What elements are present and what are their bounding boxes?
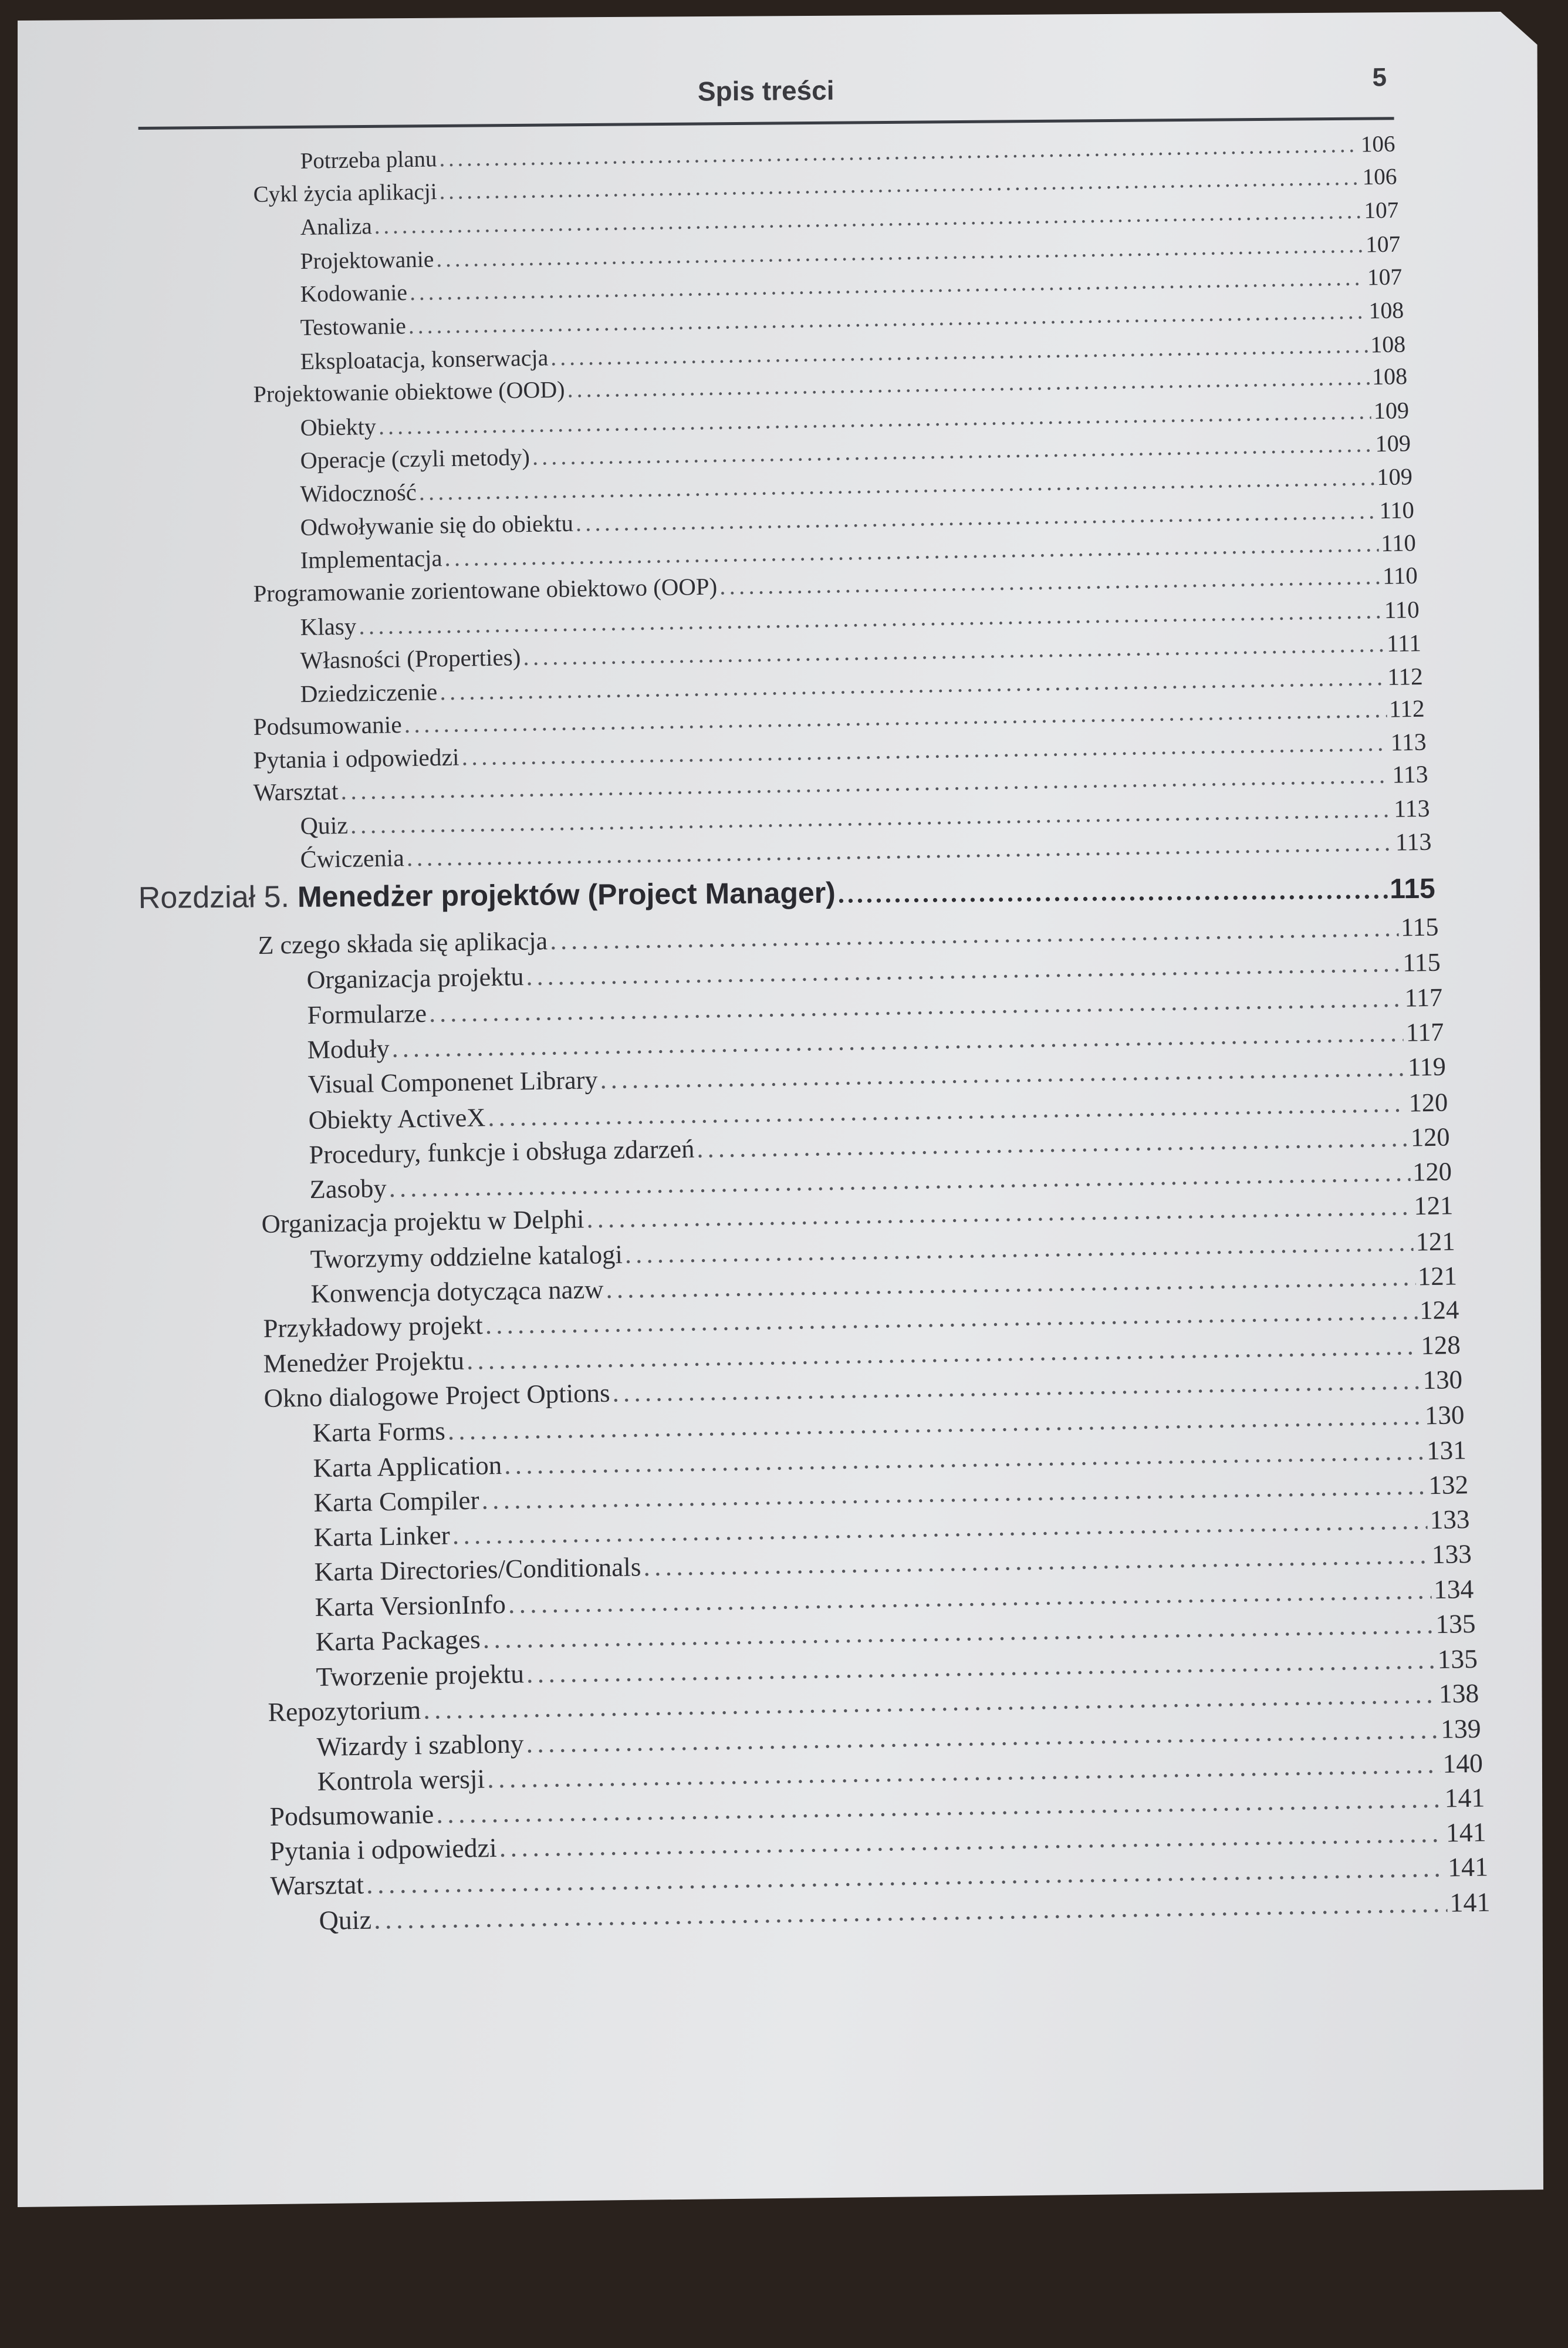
toc-entry-page: 138 — [1438, 1678, 1479, 1709]
chapter-page-number: 115 — [1390, 873, 1435, 905]
toc-entry-title: Eksploatacja, konserwacja — [300, 343, 549, 375]
toc-entry-title: Dziedziczenie — [300, 677, 438, 707]
toc-entry-page: 113 — [1395, 828, 1432, 856]
toc-entry-page: 107 — [1367, 264, 1403, 291]
header-page-number: 5 — [1372, 63, 1387, 92]
toc-entry-title: Analiza — [300, 214, 373, 241]
toc-entry-page: 120 — [1412, 1156, 1452, 1187]
chapter-title: Menedżer projektów (Project Manager) — [297, 876, 836, 913]
header-title: Spis treści — [697, 75, 834, 107]
toc-entry-page: 107 — [1364, 197, 1399, 224]
toc-entry-page: 131 — [1426, 1435, 1466, 1465]
toc-entry-page: 115 — [1400, 912, 1439, 942]
toc-entry-title: Kodowanie — [300, 279, 408, 308]
toc-entry-page: 106 — [1362, 163, 1397, 190]
toc-entry-page: 106 — [1360, 131, 1395, 157]
toc-entry-page: 120 — [1410, 1122, 1450, 1152]
toc-entry-title: Konwencja dotycząca nazw — [310, 1274, 604, 1309]
dot-leader — [575, 497, 1377, 537]
toc-entry-page: 109 — [1373, 397, 1410, 424]
toc-entry-title: Warsztat — [253, 778, 339, 807]
toc-entry-title: Własności (Properties) — [300, 643, 521, 674]
toc-entry-title: Tworzymy oddzielne katalogi — [310, 1239, 623, 1274]
toc-entry-page: 133 — [1431, 1539, 1472, 1570]
toc-entry-page: 133 — [1430, 1504, 1471, 1535]
toc-entry-page: 107 — [1365, 231, 1401, 258]
toc-entry-page: 112 — [1388, 694, 1425, 723]
toc-entry-page: 124 — [1419, 1295, 1459, 1325]
toc-entry-page: 141 — [1444, 1782, 1485, 1813]
toc-entry-page: 109 — [1376, 463, 1413, 491]
toc-entry-page: 139 — [1440, 1713, 1482, 1744]
toc-entry-page: 117 — [1405, 1017, 1445, 1047]
toc-entry-page: 134 — [1433, 1574, 1474, 1604]
dot-leader — [838, 875, 1388, 909]
toc-entry-page: 110 — [1384, 596, 1420, 624]
toc-entry-title: Karta Compiler — [313, 1485, 479, 1517]
toc-entry-title: Quiz — [319, 1904, 372, 1936]
toc-entry-page: 113 — [1390, 728, 1427, 756]
toc-entry-page: 110 — [1380, 529, 1417, 557]
toc-entry-title: Ćwiczenia — [300, 844, 405, 873]
toc-entry-title: Pytania i odpowiedzi — [269, 1832, 498, 1866]
toc-entry-page: 130 — [1424, 1400, 1465, 1431]
dot-leader — [600, 1052, 1405, 1095]
toc-entry-title: Cykl życia aplikacji — [253, 178, 437, 207]
toc-entry-title: Przykładowy projekt — [262, 1310, 483, 1344]
toc-entry-page: 117 — [1404, 983, 1443, 1013]
toc-entry-title: Menedżer Projektu — [263, 1345, 465, 1378]
toc-entry-title: Potrzeba planu — [300, 146, 437, 174]
toc-entry-page: 141 — [1445, 1817, 1487, 1848]
toc-entry-page: 108 — [1368, 297, 1404, 324]
toc-entry-page: 115 — [1402, 947, 1441, 977]
toc-entry-page: 135 — [1435, 1608, 1476, 1639]
dot-leader — [719, 562, 1381, 601]
toc-entry-page: 111 — [1386, 629, 1422, 657]
toc-entry-title: Organizacja projektu w Delphi — [261, 1204, 585, 1239]
dot-leader — [697, 1122, 1408, 1163]
toc-entry-title: Okno dialogowe Project Options — [263, 1378, 611, 1413]
toc-entry-page: 132 — [1428, 1469, 1469, 1500]
toc-entry-title: Quiz — [300, 812, 349, 841]
toc-entry-title: Organizacja projektu — [306, 962, 524, 995]
toc-entry-title: Visual Componenet Library — [307, 1065, 599, 1099]
toc-entry-page: 141 — [1447, 1851, 1489, 1883]
toc-entry-title: Karta Packages — [315, 1624, 481, 1657]
toc-entry-title: Moduły — [307, 1034, 390, 1064]
toc-entry-title: Karta Forms — [312, 1416, 446, 1448]
toc-entry-title: Karta VersionInfo — [315, 1589, 506, 1622]
toc-entry-page: 135 — [1437, 1644, 1478, 1675]
chapter-number: Rozdział 5. — [138, 879, 290, 915]
toc-entry-title: Podsumowanie — [253, 711, 402, 741]
toc-entry-page: 121 — [1414, 1190, 1454, 1221]
toc-entry-title: Tworzenie projektu — [315, 1658, 524, 1692]
toc-entry-title: Implementacja — [300, 545, 442, 574]
toc-entry-page: 128 — [1421, 1330, 1461, 1360]
toc-entry-title: Wizardy i szablony — [316, 1728, 524, 1762]
toc-entry-title: Repozytorium — [268, 1694, 421, 1727]
toc-entry-title: Podsumowanie — [269, 1799, 434, 1831]
toc-entry-title: Klasy — [300, 612, 357, 641]
toc-entry-page: 140 — [1442, 1747, 1483, 1779]
toc-entry-title: Kontrola wersji — [317, 1763, 485, 1797]
toc-entry-title: Projektowanie — [300, 246, 434, 274]
toc-entry-page: 130 — [1422, 1364, 1463, 1395]
toc-entry-title: Programowanie zorientowane obiektowo (OOP) — [253, 573, 718, 607]
toc-entry-page: 110 — [1379, 496, 1415, 524]
toc-entry-page: 108 — [1370, 330, 1406, 357]
toc-entry-page: 121 — [1417, 1261, 1458, 1291]
toc-entry-title: Pytania i odpowiedzi — [253, 743, 459, 774]
toc-entry-page: 119 — [1407, 1052, 1447, 1082]
toc-entry-title: Odwoływanie się do obiektu — [300, 510, 574, 541]
toc-entry-title: Zasoby — [309, 1173, 387, 1205]
toc-entry-page: 141 — [1449, 1887, 1491, 1918]
toc-entry-title: Karta Application — [312, 1450, 502, 1483]
toc-entry-page: 121 — [1415, 1226, 1456, 1257]
toc-entry-page: 109 — [1375, 430, 1411, 457]
toc-entry-title: Widoczność — [300, 478, 417, 508]
toc-entry-page: 113 — [1392, 761, 1428, 789]
toc-entry-title: Warsztat — [270, 1869, 364, 1901]
toc-entry-page: 113 — [1393, 795, 1430, 823]
toc-entry-title: Operacje (czyli metody) — [300, 444, 530, 474]
toc-entry-page: 120 — [1408, 1087, 1448, 1118]
toc-entry-title: Projektowanie obiektowe (OOD) — [253, 376, 565, 408]
toc-entry-page: 108 — [1371, 363, 1408, 390]
toc-entry-page: 110 — [1382, 562, 1418, 589]
toc-entry-title: Karta Linker — [313, 1520, 451, 1553]
toc-entry-title: Z czego składa się aplikacja — [258, 926, 548, 960]
toc-entry-title: Testowanie — [300, 313, 407, 341]
toc-entry-title: Obiekty ActiveX — [308, 1102, 486, 1135]
toc-entry-page: 112 — [1387, 662, 1423, 690]
dot-leader — [550, 912, 1399, 956]
toc-entry-title: Obiekty — [300, 413, 377, 441]
toc-entry-title: Karta Directories/Conditionals — [314, 1552, 641, 1587]
toc-entry-title: Formularze — [306, 998, 427, 1030]
toc-entry-title: Procedury, funkcje i obsługa zdarzeń — [308, 1133, 695, 1169]
